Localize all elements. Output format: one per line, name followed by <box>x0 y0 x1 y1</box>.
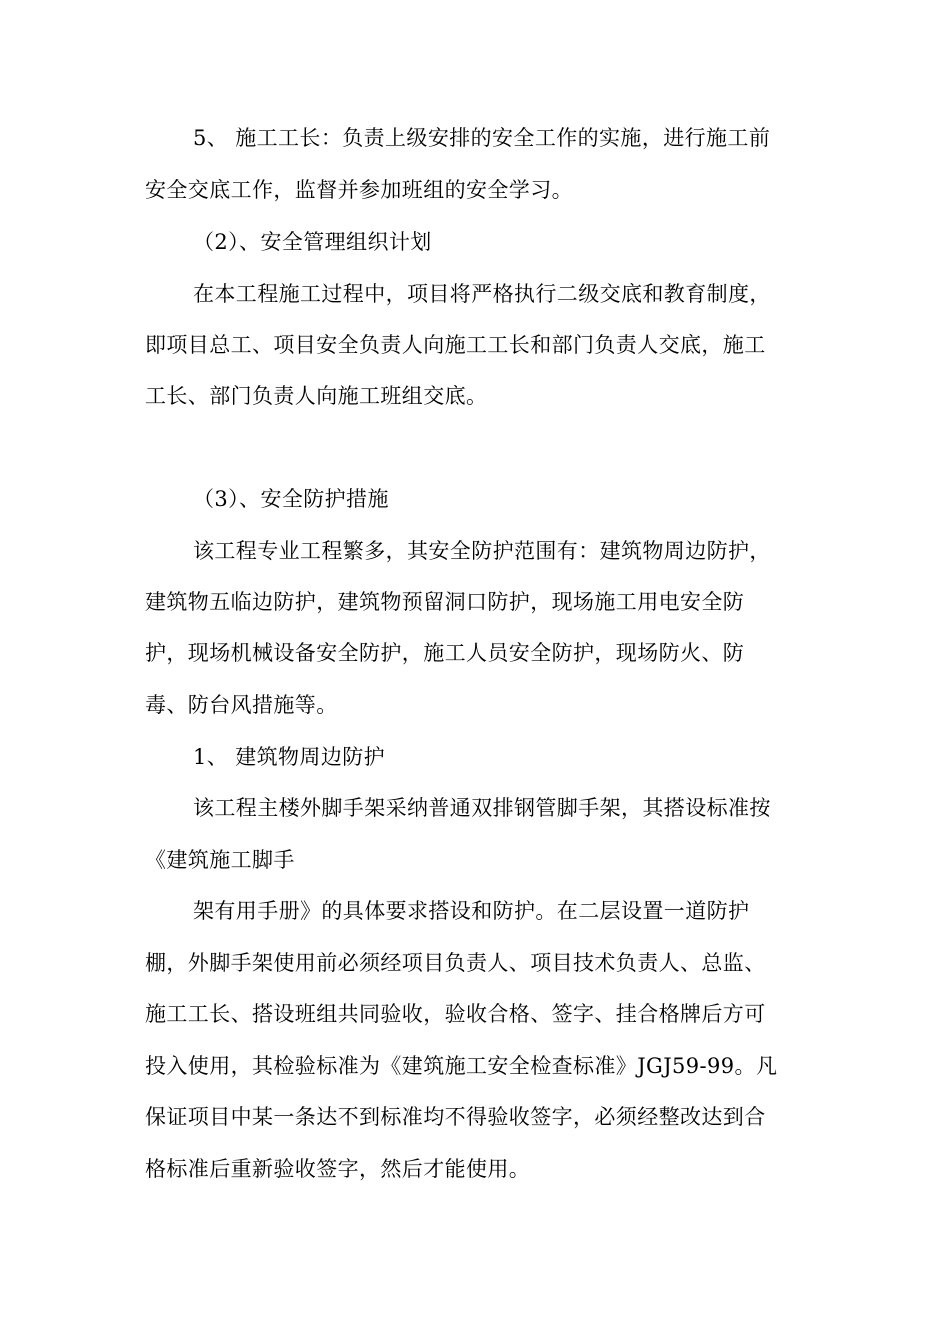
text-line: 保证项目中某一条达不到标准均不得验收签字，必须经整改达到合 <box>145 1105 766 1129</box>
section-heading: （3）、安全防护措施 <box>193 487 389 511</box>
text-line: 该工程主楼外脚手架采纳普通双排钢管脚手架，其搭设标准按 <box>193 796 771 820</box>
text-line: 工长、部门负责人向施工班组交底。 <box>145 384 488 408</box>
text-line: 投入使用，其检验标准为《建筑施工安全检查标准》JGJ59-99。凡 <box>145 1054 778 1078</box>
section-heading: （2）、安全管理组织计划 <box>193 230 432 254</box>
text-line: 护，现场机械设备安全防护，施工人员安全防护，现场防火、防 <box>145 641 745 665</box>
text-line: 在本工程施工过程中，项目将严格执行二级交底和教育制度， <box>193 282 771 306</box>
text-line: 棚，外脚手架使用前必须经项目负责人、项目技术负责人、总监、 <box>145 951 766 975</box>
subsection-heading: 1、 建筑物周边防护 <box>193 745 386 769</box>
text-line: 即项目总工、项目安全负责人向施工工长和部门负责人交底，施工 <box>145 333 766 357</box>
text-line: 施工工长、搭设班组共同验收，验收合格、签字、挂合格牌后方可 <box>145 1002 766 1026</box>
text-line: 该工程专业工程繁多，其安全防护范围有：建筑物周边防护， <box>193 539 771 563</box>
text-line: 格标准后重新验收签字，然后才能使用。 <box>145 1157 531 1181</box>
text-line: 《建筑施工脚手 <box>145 848 295 872</box>
text-line: 安全交底工作，监督并参加班组的安全学习。 <box>145 178 573 202</box>
text-line: 建筑物五临边防护，建筑物预留洞口防护，现场施工用电安全防 <box>145 590 745 614</box>
text-line: 毒、防台风措施等。 <box>145 693 338 717</box>
text-line: 5、 施工工长：负责上级安排的安全工作的实施，进行施工前 <box>193 126 771 150</box>
text-line: 架有用手册》的具体要求搭设和防护。在二层设置一道防护 <box>193 899 750 923</box>
